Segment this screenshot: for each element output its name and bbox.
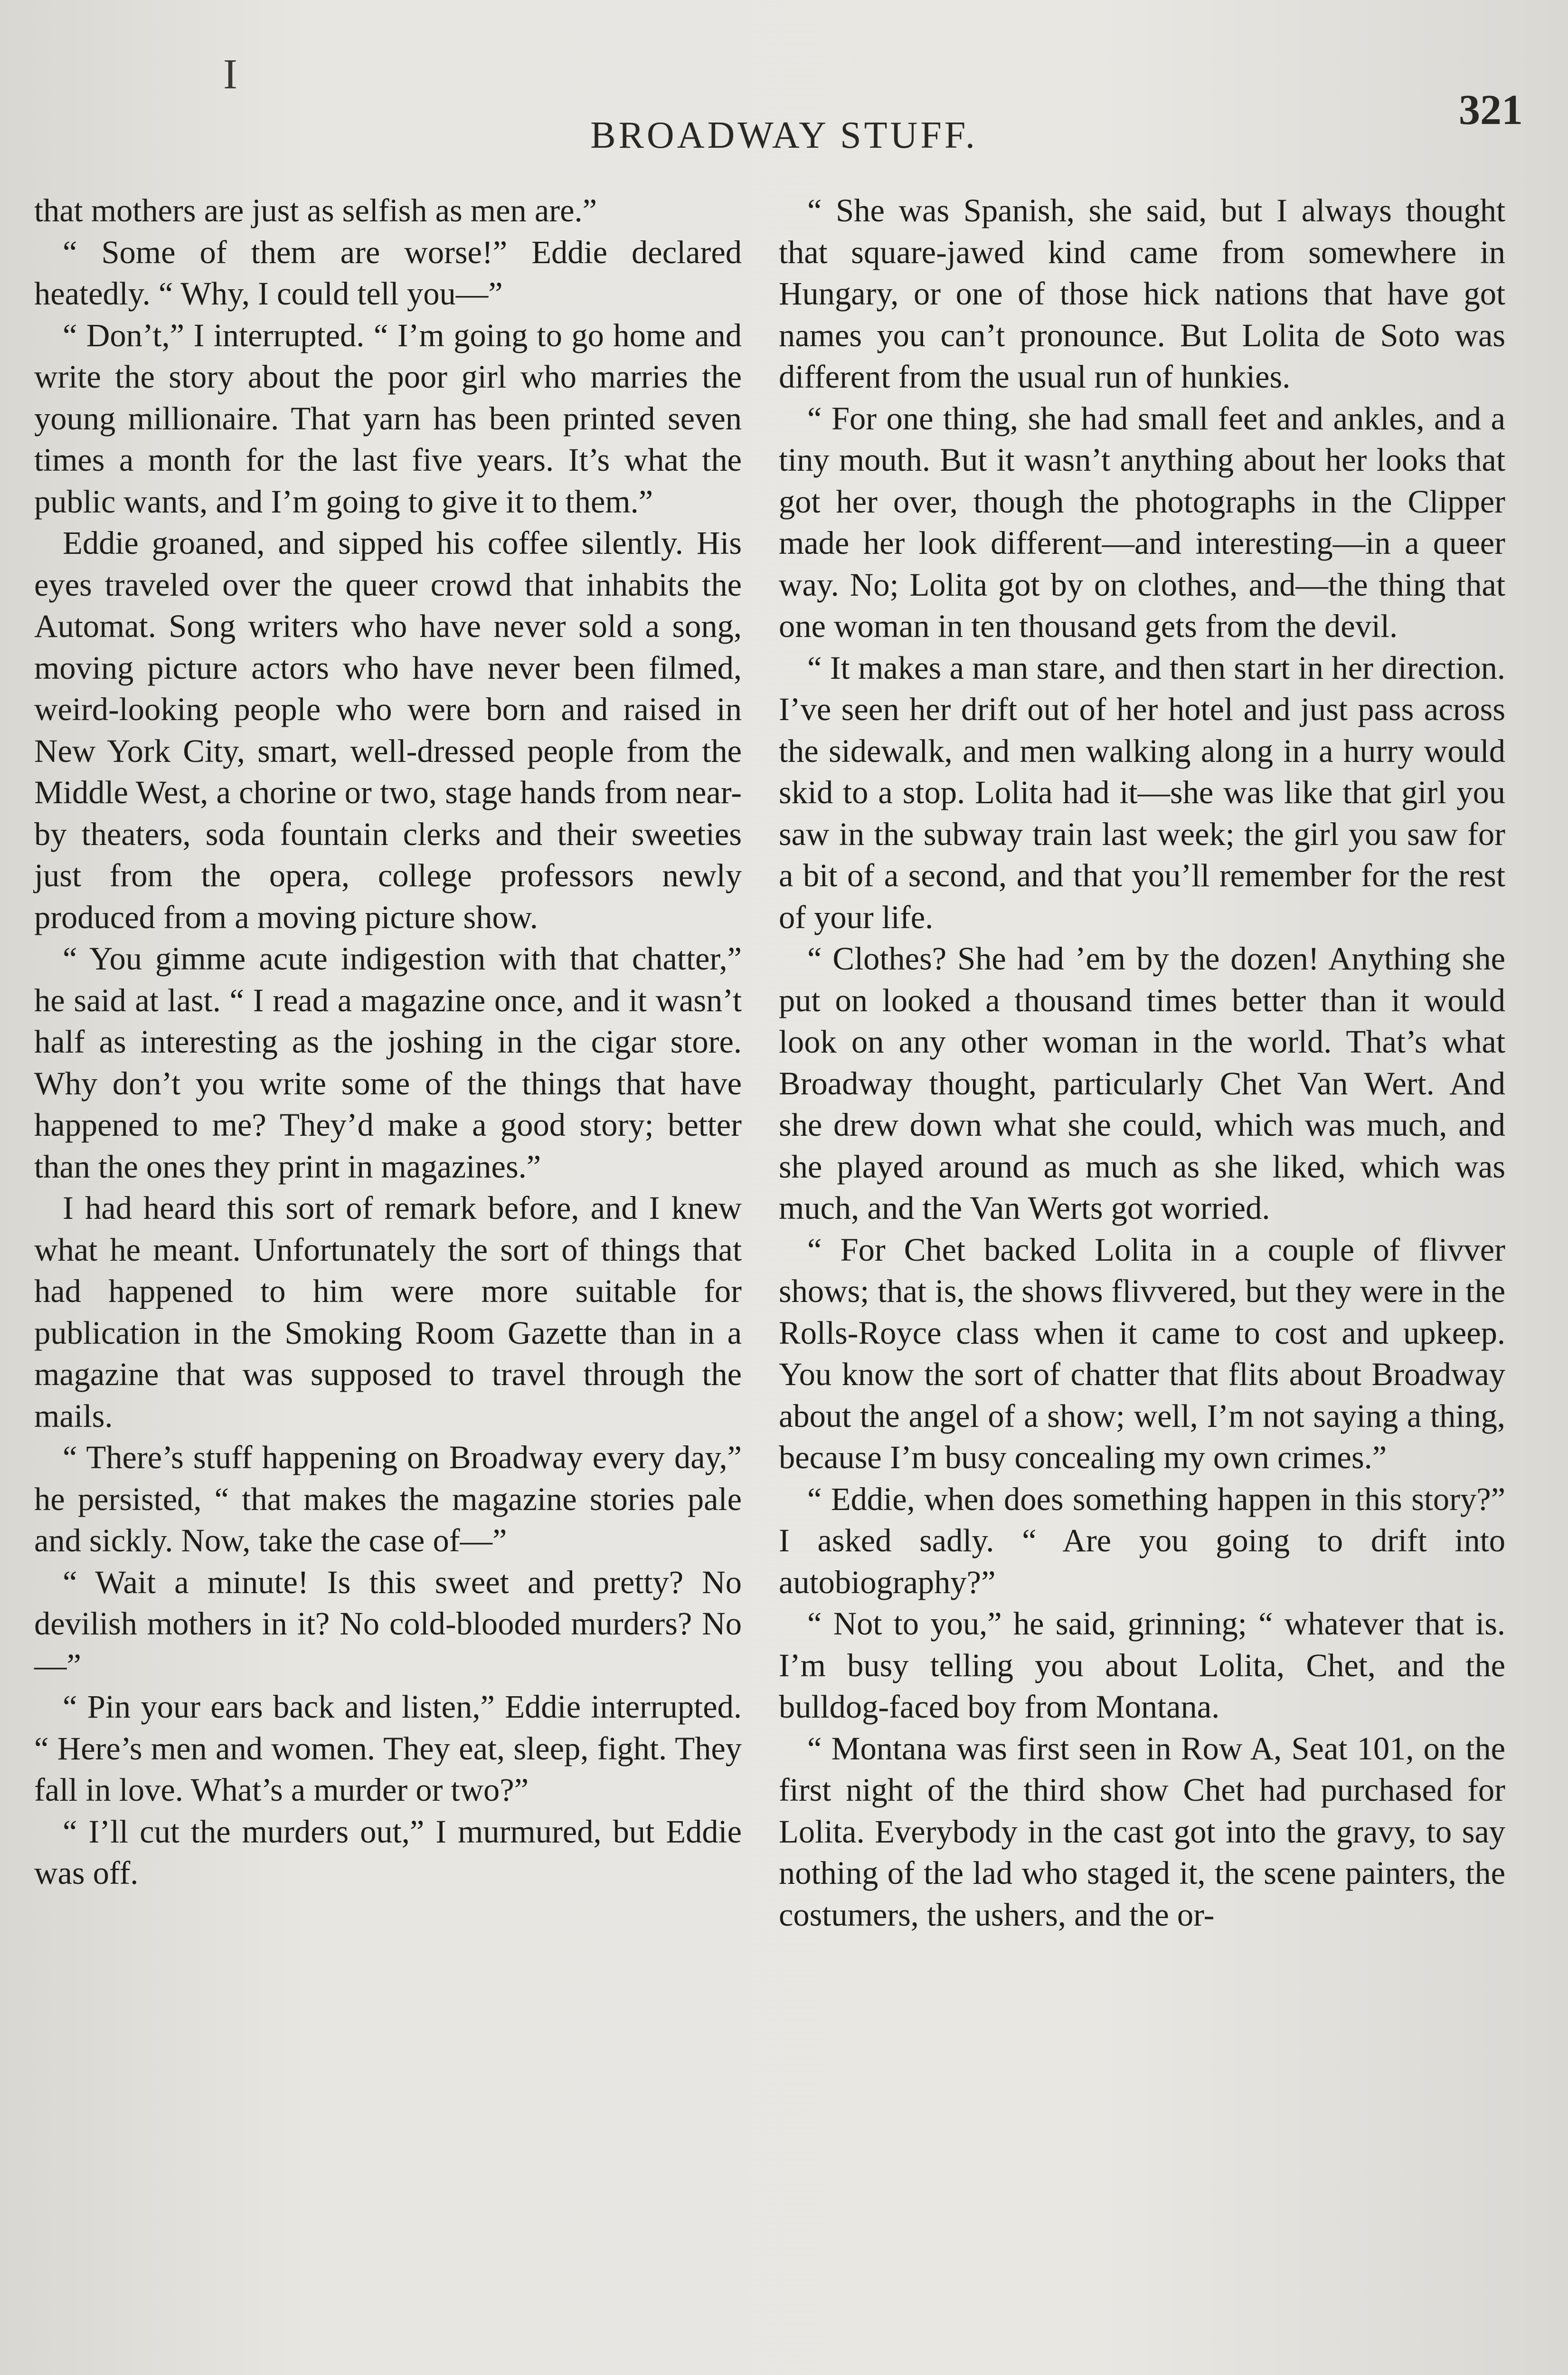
paragraph: “ Not to you,” he said, grinning; “ whatever that is. I’m busy telling you about Lolita, Chet, and the bulldog-faced boy from Montana. <box>779 1606 1505 1725</box>
paragraph: “ Some of them are worse!” Eddie declared heatedly. “ Why, I could tell you—” <box>34 234 742 312</box>
paragraph: “ It makes a man stare, and then start in her direction. I’ve seen her drift out of her hotel and just pass across the sidewalk, and men walking along in a hurry would skid to a stop. Lolita had it—she was like that girl you saw in the subway train last week; the girl you saw for a bit of a second, and that you’ll remember for the rest of your life. <box>779 649 1505 935</box>
page-number: 321 <box>1459 86 1523 133</box>
paragraph: “ Eddie, when does something happen in this story?” I asked sadly. “ Are you going to drift into autobiography?” <box>779 1481 1505 1600</box>
paragraph: “ For Chet backed Lolita in a couple of flivver shows; that is, the shows flivvered, but they were in the Rolls-Royce class when it came to cost and upkeep. You know the sort of chatter that flits about Broadway about the angel of a show; well, I’m not saying a thing, because I’m busy concealing my own crimes.” <box>779 1231 1505 1475</box>
running-head: BROADWAY STUFF. <box>590 114 978 156</box>
paragraph: that mothers are just as selfish as men are.” <box>34 192 597 228</box>
paragraph: “ There’s stuff happening on Broadway every day,” he persisted, “ that makes the magazine stories pale and sickly. Now, take the case of—” <box>34 1439 742 1558</box>
paragraph: Eddie groaned, and sipped his coffee silently. His eyes traveled over the queer crowd that inhabits the Automat. Song writers who have never sold a song, moving picture actors who have never been filmed, weird-looking people who were born and raised in New York City, smart, well-dressed people from the Middle West, a chorine or two, stage hands from near-by theaters, soda fountain clerks and their sweeties just from the opera, college professors newly produced from a moving picture show. <box>34 525 742 935</box>
paragraph: “ You gimme acute indigestion with that chatter,” he said at last. “ I read a magazine once, and it wasn’t half as interesting as the joshing in the cigar store. Why don’t you write some of the things that have happened to me? They’d make a good story; better than the ones they print in magazines.” <box>34 940 742 1185</box>
paragraph: I had heard this sort of remark before, and I knew what he meant. Unfortunately the sort of things that had happened to him were more suitable for publication in the Smoking Room Gazette than in a magazine that was supposed to travel through the mails. <box>34 1190 742 1434</box>
paragraph: “ Pin your ears back and listen,” Eddie interrupted. “ Here’s men and women. They eat, sleep, fight. They fall in love. What’s a murder or two?” <box>34 1689 742 1808</box>
paragraph: “ Wait a minute! Is this sweet and pretty? No devilish mothers in it? No cold-blooded murders? No—” <box>34 1564 742 1683</box>
right-column <box>779 190 1505 1936</box>
paragraph: “ Montana was first seen in Row A, Seat 101, on the first night of the third show Chet had purchased for Lolita. Everybody in the cast got into the gravy, to say nothing of the lad who staged it, the scene painters, the costumers, the ushers, and the or- <box>779 1730 1505 1933</box>
corner-mark: I <box>223 51 237 98</box>
paragraph: “ For one thing, she had small feet and ankles, and a tiny mouth. But it wasn’t anything about her looks that got her over, though the photographs in the Clipper made her look different—and interesting—in a queer way. No; Lolita got by on clothes, and—the thing that one woman in ten thousand gets from the devil. <box>779 400 1505 644</box>
paragraph: “ She was Spanish, she said, but I always thought that square-jawed kind came from somewhere in Hungary, or one of those hick nations that have got names you can’t pronounce. But Lolita de Soto was different from the usual run of hunkies. <box>779 192 1505 395</box>
paragraph: “ Don’t,” I interrupted. “ I’m going to go home and write the story about the poor girl who marries the young millionaire. That yarn has been printed seven times a month for the last five years. It’s what the public wants, and I’m going to give it to them.” <box>34 317 742 520</box>
paragraph: “ Clothes? She had ’em by the dozen! Anything she put on looked a thousand times better than it would look on any other woman in the world. That’s what Broadway thought, particularly Chet Van Wert. And she drew down what she could, which was much, and she played around as much as she liked, which was much, and the Van Werts got worried. <box>779 940 1505 1226</box>
paragraph: “ I’ll cut the murders out,” I murmured, but Eddie was off. <box>34 1813 742 1891</box>
left-column <box>34 190 742 1894</box>
